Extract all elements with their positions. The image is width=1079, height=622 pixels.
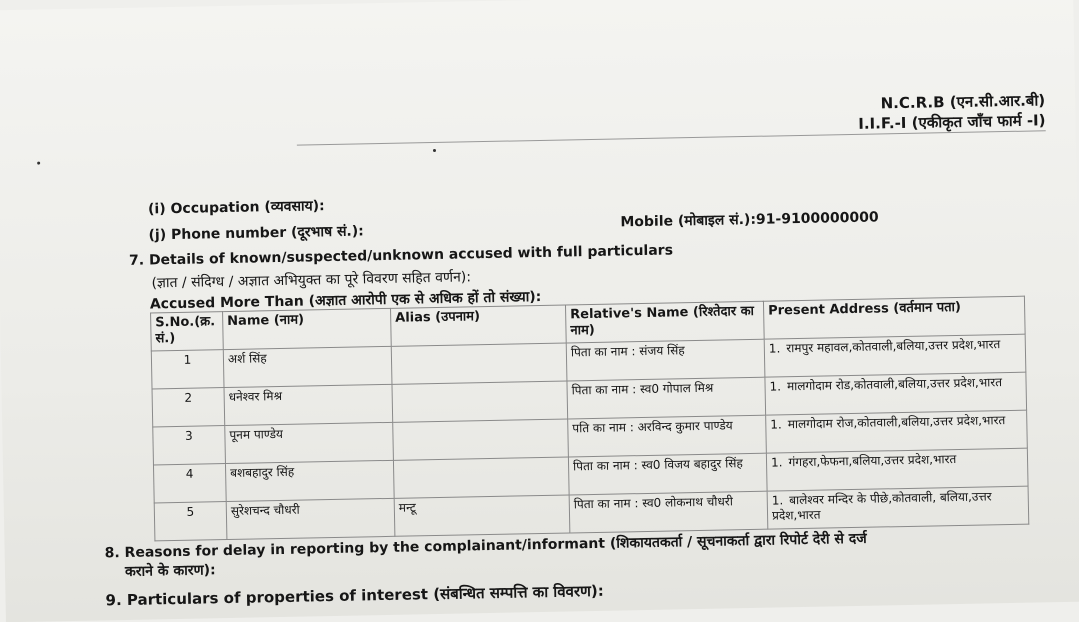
section7-title: 7. Details of known/suspected/unknown accused with full particulars (128, 242, 674, 269)
cell-name: धनेश्वर मिश्र (224, 384, 393, 425)
accused-more-label: Accused More Than (अज्ञात आरोपी एक से अधिक हों तो संख्या): (149, 288, 542, 313)
address-number: 1. (768, 341, 781, 356)
cell-sno: 5 (154, 502, 227, 541)
section9-title: 9. Particulars of properties of interest (संबन्धित सम्पत्ति का विवरण): (105, 581, 604, 610)
address-text: मालगोदाम रोज,कोतवाली,बलिया,उत्तर प्रदेश,भारत (787, 413, 1006, 432)
cell-sno: 2 (152, 388, 225, 427)
address-text: मालगोदाम रोड,कोतवाली,बलिया,उत्तर प्रदेश,भारत (786, 375, 1003, 394)
cell-name: पूनम पाण्डेय (225, 422, 394, 463)
cell-address (767, 486, 1029, 529)
address-text: गंगहरा,फेफना,बलिया,उत्तर प्रदेश,भारत (788, 452, 957, 470)
cell-alias (393, 419, 569, 460)
cell-alias: मन्टू (394, 495, 570, 536)
cell-sno: 4 (153, 464, 226, 503)
cell-address (764, 334, 1026, 377)
cell-alias (393, 457, 569, 498)
address-number: 1. (769, 379, 782, 394)
section7-subtitle: (ज्ञात / संदिग्ध / अज्ञात अभियुक्त का पूरे विवरण सहित वर्णन): (151, 269, 472, 292)
header-rule (297, 130, 1046, 145)
ink-speck (433, 149, 436, 152)
cell-alias (391, 343, 567, 384)
address-number: 1. (770, 455, 783, 470)
header-address: Present Address (वर्तमान पता) (763, 296, 1025, 339)
cell-relative: पति का नाम : अरविन्द कुमार पाण्डेय (568, 415, 767, 457)
ink-speck (37, 162, 40, 165)
header-relative: Relative's Name (रिश्तेदार का नाम) (565, 301, 764, 343)
accused-table (150, 296, 1029, 542)
address-text: बालेश्वर मन्दिर के पीछे,कोतवाली, बलिया,उत्तर प्रदेश,भारत (771, 489, 992, 523)
cell-relative: पिता का नाम : स्व0 लोकनाथ चौधरी (569, 491, 768, 533)
header-alias: Alias (उपनाम) (391, 305, 567, 346)
cell-address (765, 372, 1027, 415)
address-number: 1. (770, 417, 782, 432)
cell-name: सुरेशचन्द चौधरी (226, 498, 395, 539)
cell-alias (392, 381, 568, 422)
cell-address (766, 448, 1028, 491)
mobile-label: Mobile (मोबाइल सं.):91-9100000000 (620, 209, 879, 231)
form-header: I.I.F.-I (एकीकृत जाँच फार्म -I) (858, 111, 1046, 133)
cell-name: बशबहादुर सिंह (225, 460, 394, 501)
phone-label: (j) Phone number (दूरभाष सं.): (148, 223, 364, 244)
header-sno: S.No.(क्र. सं.) (151, 312, 224, 351)
header-name: Name (नाम) (223, 308, 392, 349)
cell-sno: 1 (151, 350, 224, 389)
cell-address (766, 410, 1028, 453)
occupation-label: (i) Occupation (व्यवसाय): (147, 198, 325, 218)
cell-relative: पिता का नाम : स्व0 गोपाल मिश्र (567, 377, 766, 419)
cell-name: अर्श सिंह (223, 346, 392, 387)
ncrb-header: N.C.R.B (एन.सी.आर.बी) (880, 91, 1046, 113)
address-number: 1. (771, 493, 784, 508)
cell-sno: 3 (153, 426, 226, 465)
cell-relative: पिता का नाम : संजय सिंह (566, 339, 765, 381)
cell-relative: पिता का नाम : स्व0 विजय बहादुर सिंह (568, 453, 767, 495)
section8-title: 8. Reasons for delay in reporting by the complainant/informant (शिकायतकर्ता / सूचनाकर्ता द्वारा रिपोर्ट देरी से दर्ज (104, 530, 867, 562)
address-text: रामपुर महावल,कोतवाली,बलिया,उत्तर प्रदेश,भारत (786, 337, 1001, 356)
section8-cont: कराने के कारण): (124, 562, 216, 581)
